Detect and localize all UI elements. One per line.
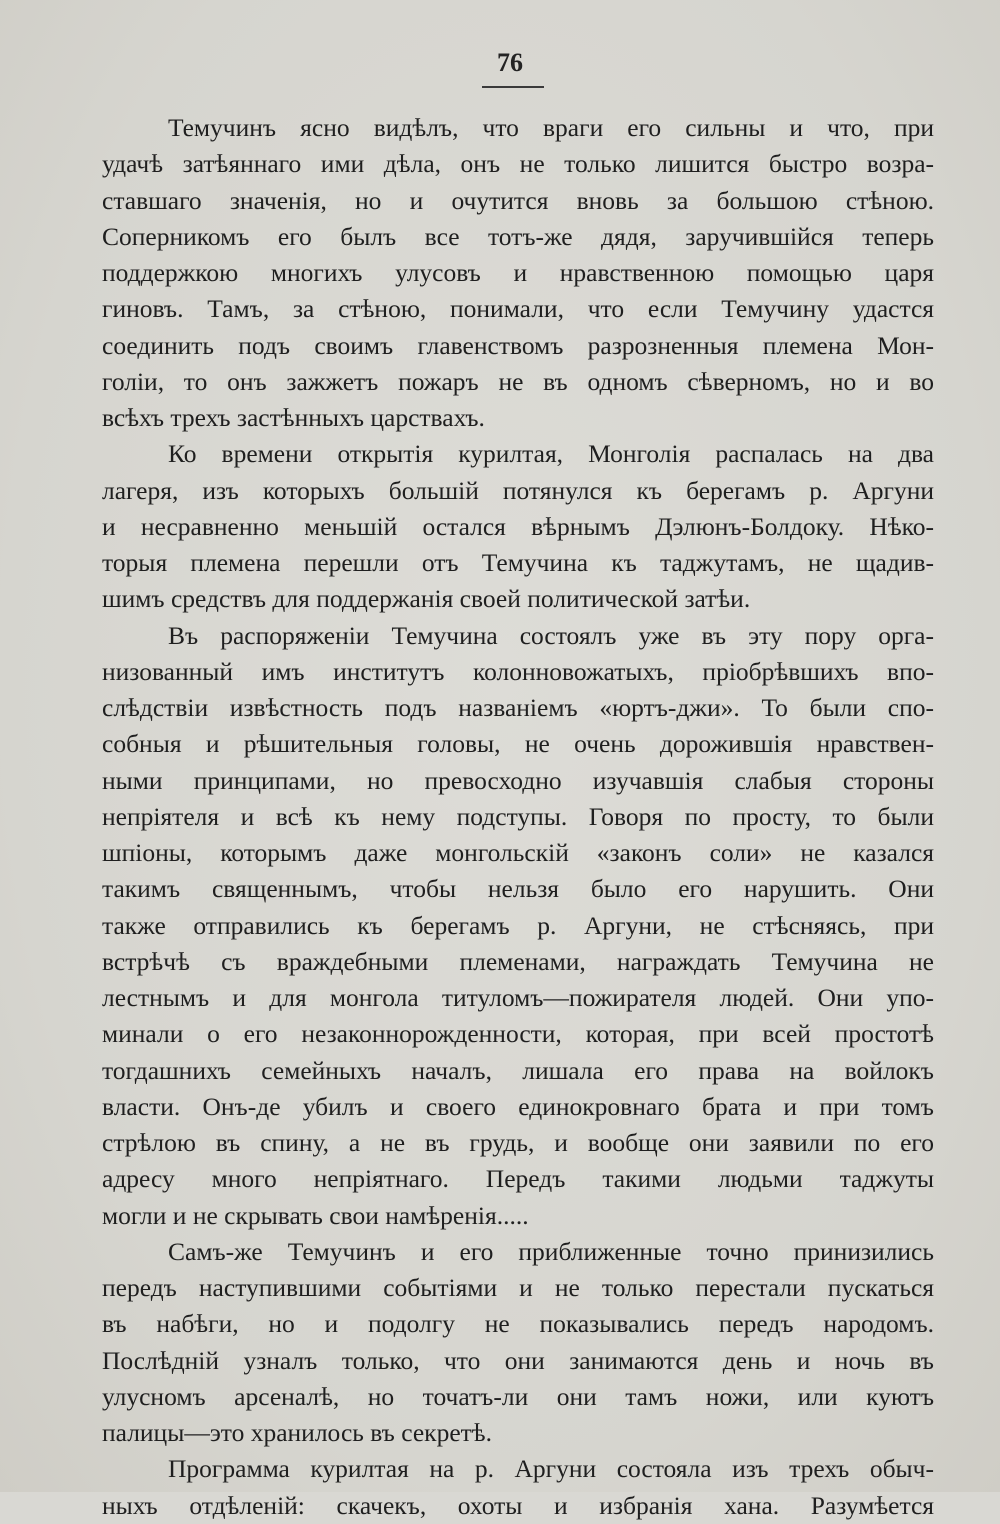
- text-line: Ко времени открытія курилтая, Монголія распалась на два: [168, 439, 934, 469]
- text-line: палицы—это хранилось въ секретѣ.: [102, 1418, 492, 1447]
- text-line: лестнымъ и для монгола титуломъ—пожирателя людей. Они упо-: [102, 983, 934, 1012]
- text-line: Соперникомъ его былъ все тотъ-же дядя, заручившійся теперь: [102, 221, 934, 251]
- text-line: также отправились къ берегамъ р. Аргуни, не стѣсняясь, при: [102, 910, 934, 940]
- text-line: лагеря, изъ которыхъ большій потянулся къ берегамъ р. Аргуни: [102, 475, 934, 505]
- text-line: Темучинъ ясно видѣлъ, что враги его сильны и что, при: [168, 113, 934, 142]
- text-line: Послѣдній узналъ только, что они занимаются день и ночь въ: [102, 1345, 934, 1375]
- text-line: соединить подъ своимъ главенствомъ разрозненныя племена Мон-: [102, 330, 934, 360]
- text-line: тогдашнихъ семейныхъ началъ, лишала его права на войлокъ: [102, 1055, 934, 1085]
- text-line: всѣхъ трехъ застѣнныхъ царствахъ.: [102, 403, 485, 432]
- text-line: низованный имъ институтъ колонновожатыхъ, пріобрѣвшихъ впо-: [102, 656, 934, 686]
- text-line: въ набѣги, но и подолгу не показывались передъ народомъ.: [102, 1309, 934, 1339]
- text-line: гиновъ. Тамъ, за стѣною, понимали, что если Темучину удастся: [102, 294, 934, 324]
- text-line: такимъ священнымъ, чтобы нельзя было его нарушить. Они: [102, 874, 934, 904]
- text-line: улусномъ арсеналѣ, но точатъ-ли они тамъ ножи, или куютъ: [102, 1381, 934, 1411]
- text-line: ными принципами, но превосходно изучавшія слабыя стороны: [102, 765, 934, 795]
- text-line: шпіоны, которымъ даже монгольскій «законъ соли» не казался: [102, 838, 934, 867]
- text-line: голіи, то онъ зажжетъ пожаръ не въ одномъ сѣверномъ, но и во: [102, 366, 934, 396]
- text-line: минали о его незаконнорожденности, которая, при всей простотѣ: [102, 1019, 934, 1049]
- text-line: адресу много непріятнаго. Передъ такими людьми таджуты: [102, 1164, 934, 1194]
- text-line: непріятеля и всѣ къ нему подступы. Говоря по просту, то были: [102, 801, 934, 831]
- text-line: могли и не скрывать свои намѣренія.....: [102, 1200, 529, 1230]
- text-line: торыя племена перешли отъ Темучина къ таджутамъ, не щадив-: [102, 548, 934, 577]
- text-line: ставшаго значенія, но и очутится вновь за большою стѣною.: [102, 185, 934, 215]
- body-text: [102, 110, 934, 1524]
- text-line: поддержкою многихъ улусовъ и нравственною помощью царя: [102, 258, 934, 287]
- text-line: власти. Онъ-де убилъ и своего единокровнаго брата и при томъ: [102, 1091, 934, 1121]
- page-number: 76: [497, 48, 523, 77]
- text-line: Самъ-же Темучинъ и его приближенные точно принизились: [168, 1236, 934, 1266]
- text-line: ныхъ отдѣленій: скачекъ, охоты и избранія хана. Разумѣется: [102, 1490, 934, 1520]
- text-line: удачѣ затѣяннаго ими дѣла, онъ не только лишится быстро возра-: [102, 149, 934, 179]
- text-line: передъ наступившими событіями и не только перестали пускаться: [102, 1273, 934, 1302]
- text-line: шимъ средствъ для поддержанія своей политической затѣи.: [102, 584, 751, 614]
- text-line: слѣдствіи извѣстность подъ названіемъ «юртъ-джи». То были спо-: [102, 693, 934, 722]
- page-number-rule: [482, 86, 544, 88]
- text-line: и несравненно меньшій остался вѣрнымъ Дэлюнъ-Болдоку. Нѣко-: [102, 511, 934, 541]
- text-line: встрѣчѣ съ враждебными племенами, награждать Темучина не: [102, 946, 934, 976]
- text-line: Въ распоряженіи Темучина состоялъ уже въ эту пору орга-: [168, 620, 934, 650]
- text-line: собныя и рѣшительныя головы, не очень дорожившія нравствен-: [102, 729, 934, 759]
- text-line: Программа курилтая на р. Аргуни состояла изъ трехъ обыч-: [168, 1454, 934, 1484]
- text-line: стрѣлою въ спину, а не въ грудь, и вообще они заявили по его: [102, 1128, 934, 1157]
